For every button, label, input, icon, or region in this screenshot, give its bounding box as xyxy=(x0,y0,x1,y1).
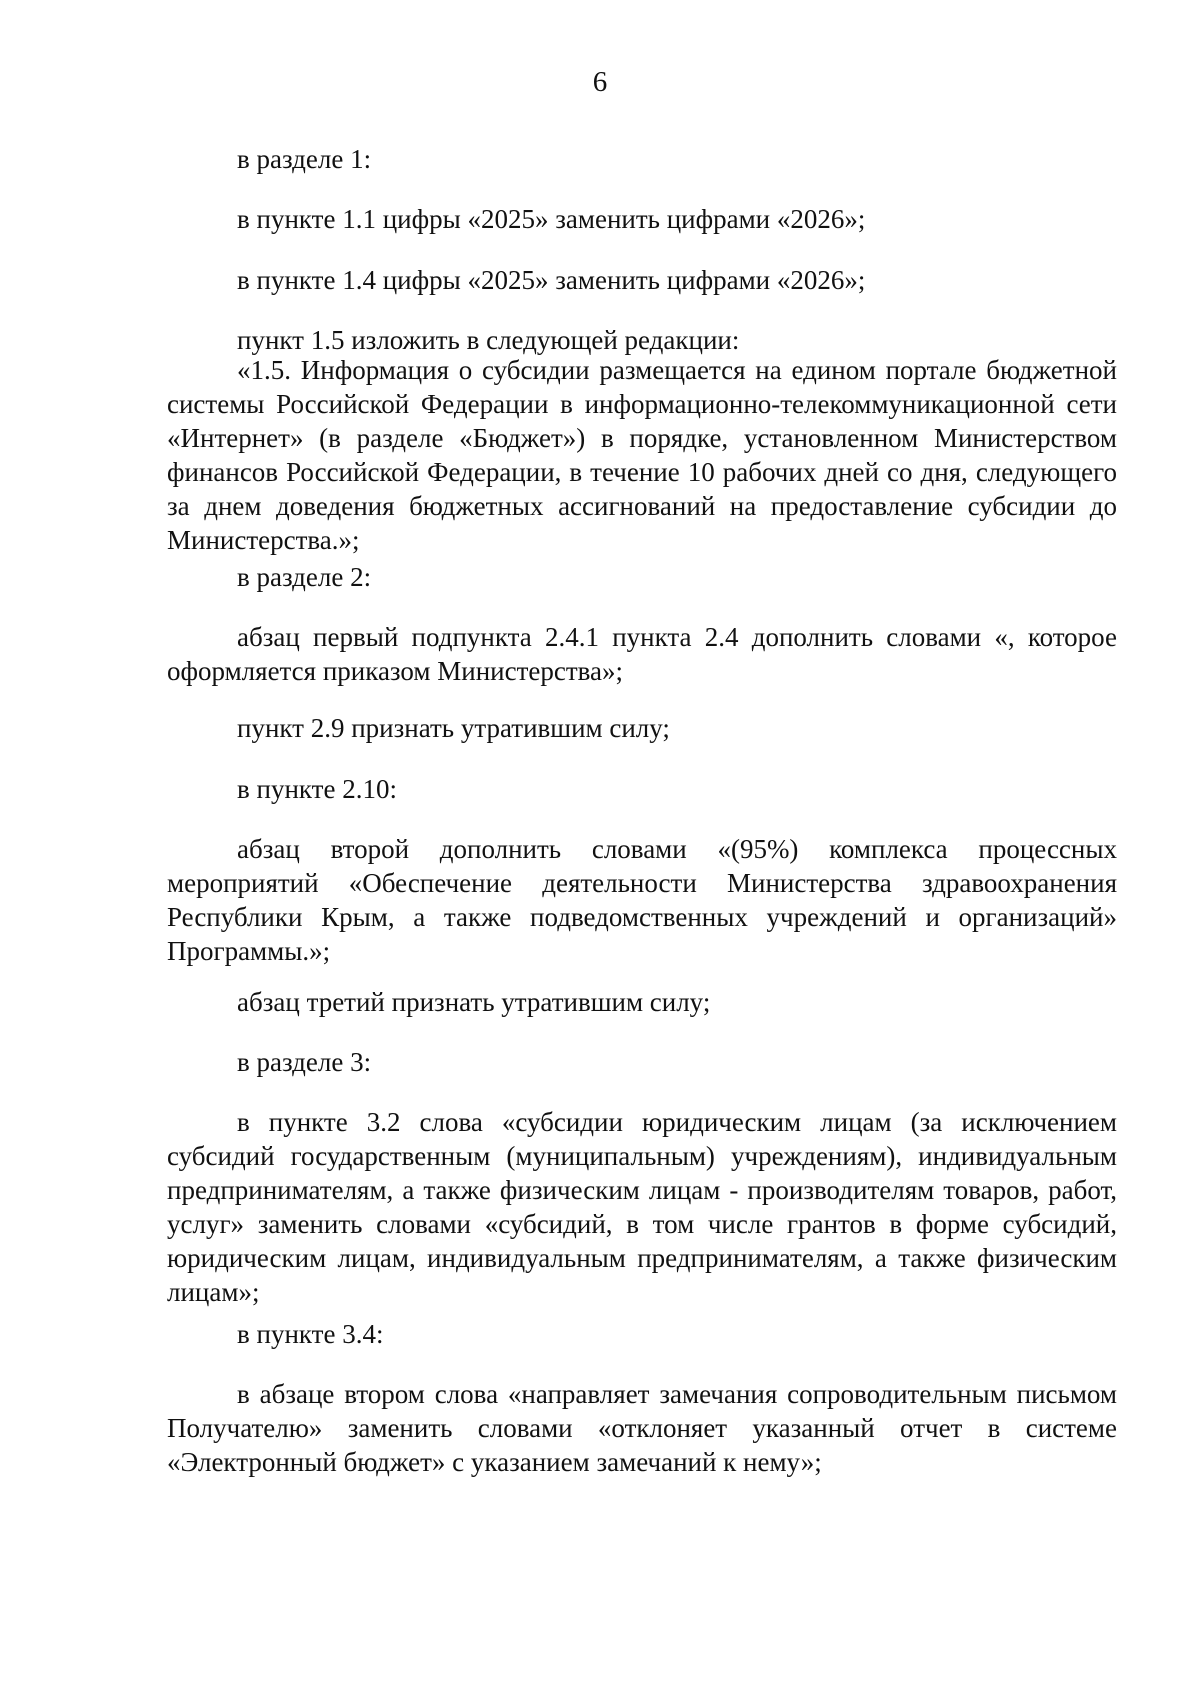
paragraph-section-1: в разделе 1: xyxy=(237,144,372,174)
paragraph-section-3: в разделе 3: xyxy=(237,1047,372,1077)
paragraph-item-1-1: в пункте 1.1 цифры «2025» заменить цифрами «2026»; xyxy=(237,204,866,234)
paragraph-section-2: в разделе 2: xyxy=(237,562,372,592)
paragraph-item-1-5-intro: пункт 1.5 изложить в следующей редакции: xyxy=(237,325,740,355)
paragraph-item-3-4-abzac-2: в абзаце втором слова «направляет замечания сопроводительным письмом Получателю» заменить словами «отклоняет указанный отчет в системе «Электронный бюджет» с указанием замечаний к нему»; xyxy=(167,1379,1117,1477)
paragraph-item-2-10-abzac-3: абзац третий признать утратившим силу; xyxy=(237,987,711,1017)
paragraph-item-2-4-1: абзац первый подпункта 2.4.1 пункта 2.4 дополнить словами «, которое оформляется приказом Министерства»; xyxy=(167,622,1117,686)
paragraph-item-3-4: в пункте 3.4: xyxy=(237,1319,384,1349)
paragraph-item-1-5-text: «1.5. Информация о субсидии размещается на едином портале бюджетной системы Российской Федерации в информационно-телекоммуникационной сети «Интернет» (в разделе «Бюджет») в порядке, установленном Министерством финансов Российской Федерации, в течение 10 рабочих дней со дня, следующего за днем доведения бюджетных ассигнований на предоставление субсидии до Министерства.»; xyxy=(167,355,1117,555)
paragraph-item-2-10-abzac-2: абзац второй дополнить словами «(95%) комплекса процессных мероприятий «Обеспечение деятельности Министерства здравоохранения Республики Крым, а также подведомственных учреждений и организаций» Программы.»; xyxy=(167,834,1117,966)
paragraph-item-1-4: в пункте 1.4 цифры «2025» заменить цифрами «2026»; xyxy=(237,265,866,295)
paragraph-item-2-9: пункт 2.9 признать утратившим силу; xyxy=(237,713,670,743)
page-number: 6 xyxy=(592,66,608,98)
paragraph-item-3-2: в пункте 3.2 слова «субсидии юридическим лицам (за исключением субсидий государственным (муниципальным) учреждениям), индивидуальным предпринимателям, а также физическим лицам - производителям товаров, работ, услуг» заменить словами «субсидий, в том числе грантов в форме субсидий, юридическим лицам, индивидуальным предпринимателям, а также физическим лицам»; xyxy=(167,1107,1117,1307)
paragraph-item-2-10: в пункте 2.10: xyxy=(237,774,397,804)
